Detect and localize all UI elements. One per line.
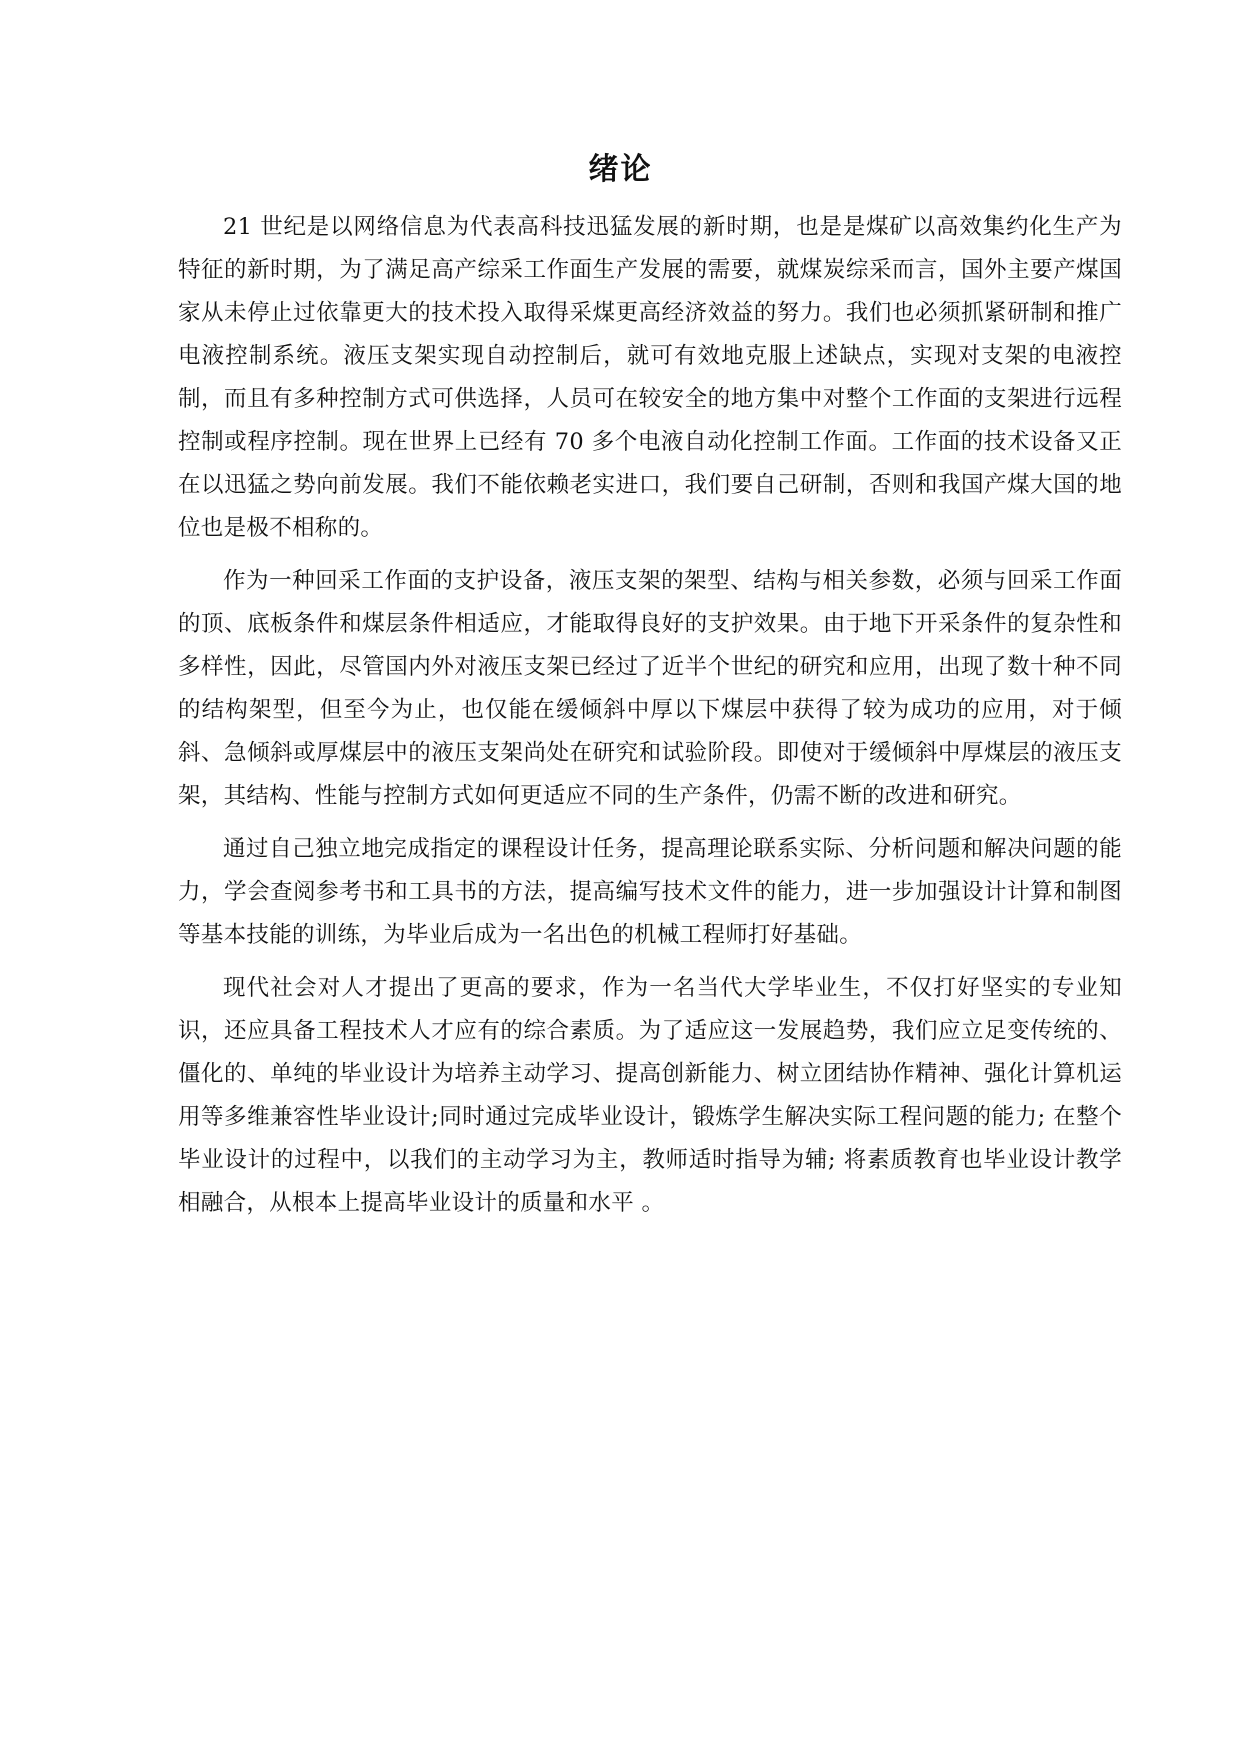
- paragraph-4: 现代社会对人才提出了更高的要求，作为一名当代大学毕业生，不仅打好坚实的专业知识，还应具备工程技术人才应有的综合素质。为了适应这一发展趋势，我们应立足变传统的、僵化的、单纯的毕业设计为培养主动学习、提高创新能力、树立团结协作精神、强化计算机运用等多维兼容性毕业设计;同时通过完成毕业设计，锻炼学生解决实际工程问题的能力; 在整个毕业设计的过程中，以我们的主动学习为主，教师适时指导为辅; 将素质教育也毕业设计教学相融合，从根本上提高毕业设计的质量和水平 。: [178, 975, 1122, 1216]
- paragraph-1: 21 世纪是以网络信息为代表高科技迅猛发展的新时期，也是是煤矿以高效集约化生产为特征的新时期，为了满足高产综采工作面生产发展的需要，就煤炭综采而言，国外主要产煤国家从未停止过依靠更大的技术投入取得采煤更高经济效益的努力。我们也必须抓紧研制和推广电液控制系统。液压支架实现自动控制后，就可有效地克服上述缺点，实现对支架的电液控制，而且有多种控制方式可供选择，人员可在较安全的地方集中对整个工作面的支架进行远程控制或程序控制。现在世界上已经有 70 多个电液自动化控制工作面。工作面的技术设备又正在以迅猛之势向前发展。我们不能依赖老实进口，我们要自己研制，否则和我国产煤大国的地位也是极不相称的。: [178, 214, 1122, 541]
- document-title: 绪论: [588, 152, 653, 187]
- document-body: [178, 206, 1122, 1225]
- paragraph-3: 通过自己独立地完成指定的课程设计任务，提高理论联系实际、分析问题和解决问题的能力，学会查阅参考书和工具书的方法，提高编写技术文件的能力，进一步加强设计计算和制图等基本技能的训练，为毕业后成为一名出色的机械工程师打好基础。: [178, 836, 1122, 948]
- paragraph-2: 作为一种回采工作面的支护设备，液压支架的架型、结构与相关参数，必须与回采工作面的顶、底板条件和煤层条件相适应，才能取得良好的支护效果。由于地下开采条件的复杂性和多样性，因此，尽管国内外对液压支架已经过了近半个世纪的研究和应用，出现了数十种不同的结构架型，但至今为止，也仅能在缓倾斜中厚以下煤层中获得了较为成功的应用，对于倾斜、急倾斜或厚煤层中的液压支架尚处在研究和试验阶段。即使对于缓倾斜中厚煤层的液压支架，其结构、性能与控制方式如何更适应不同的生产条件，仍需不断的改进和研究。: [178, 568, 1122, 809]
